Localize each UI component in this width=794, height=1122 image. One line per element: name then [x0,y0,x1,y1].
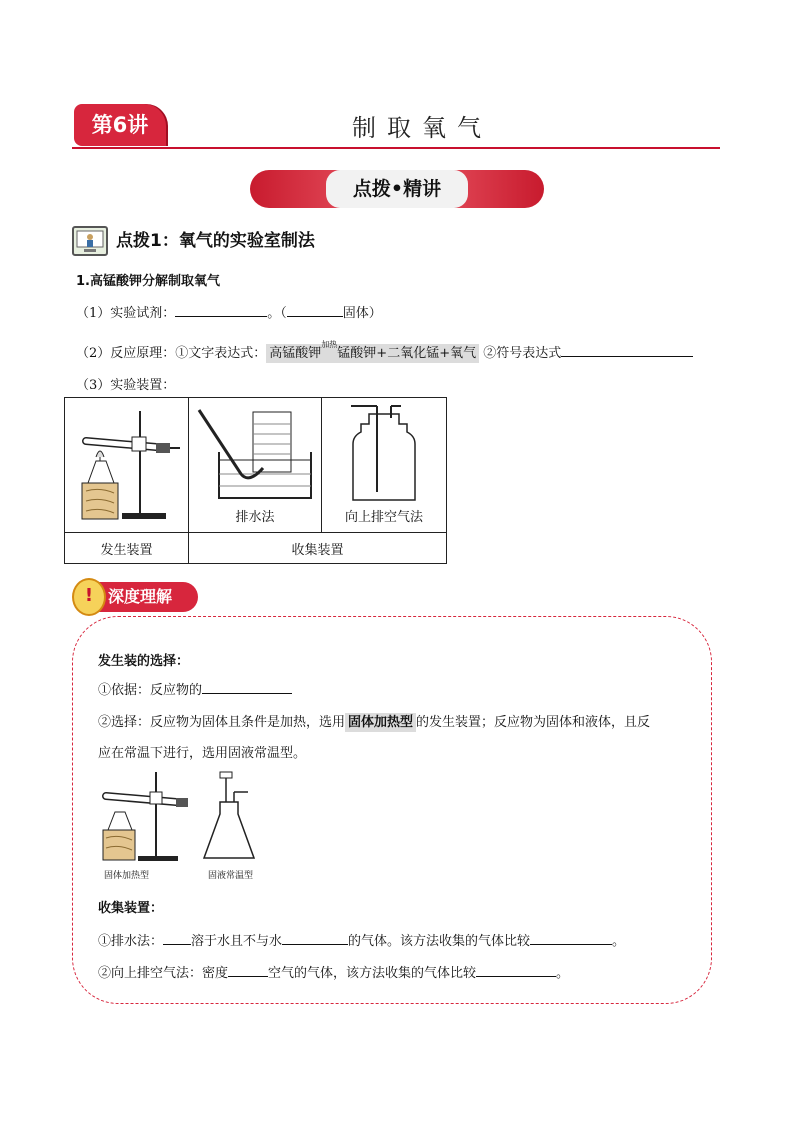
choice-a: ②选择：反应物为固体且条件是加热，选用 [98,715,346,730]
water-displacement-image [191,404,319,504]
symbol-label: ②符号表达式 [483,346,562,361]
gen-label: 发生装置 [65,533,189,564]
basis-blank [202,680,292,694]
drain-blank-1 [163,931,191,945]
banner-label: 点拨•精讲 [326,170,468,208]
reagent-mid: 。（ [267,306,287,321]
drain-label: 排水法 [235,510,275,525]
upward-cell [322,398,447,533]
choice-b: 的发生装置；反应物为固体和液体，且反 [416,715,651,730]
drain-line [98,930,625,949]
lightbulb-icon: ! [72,578,106,616]
basis-text: ①依据：反应物的 [98,683,203,698]
air-blank-1 [228,963,268,977]
drain-b: 溶于水且不与水 [191,934,283,949]
drain-blank-3 [530,931,612,945]
heating-apparatus-image [72,403,182,528]
apparatus-table [64,397,447,564]
section-title: 点拨1：氧气的实验室制法 [116,231,315,251]
principle-line [76,342,693,361]
equation-left: 高锰酸钾 [269,346,322,361]
equation-condition: 加热 [321,340,338,349]
word-equation [266,340,479,363]
air-line [98,962,569,981]
col-title: 收集装置： [98,901,164,916]
header-rule [72,147,720,149]
reagent-blank [175,303,267,317]
page-title: 制取氧气 [352,114,492,142]
reagent-suffix: 固体） [342,306,382,321]
item-heading: 1.高锰酸钾分解制取氧气 [76,274,220,289]
deep-tag-label: 深度理解 [88,582,198,612]
deep-understanding-tag [66,578,198,614]
upward-label: 向上排空气法 [344,510,423,525]
lecture-tag: 第6讲 [74,104,166,146]
symbol-blank [561,343,693,357]
choice-line-2: 应在常温下进行，选用固液常温型。 [98,746,307,761]
air-blank-2 [476,963,556,977]
gen-title: 发生装的选择： [98,654,190,669]
section-banner [250,170,544,208]
basis-line [98,679,292,698]
img-label-solid-heating: 固体加热型 [104,871,150,881]
teacher-board-icon [72,226,108,256]
deep-apparatus-figure [98,768,268,883]
drain-cell [189,398,322,533]
equation-right: 锰酸钾+二氧化锰+氧气 [337,346,477,361]
choice-line [98,711,650,730]
apparatus-label: （3）实验装置： [76,378,176,393]
col-label: 收集装置 [189,533,447,564]
upward-air-image [329,404,439,504]
air-a: ②向上排空气法：密度 [98,966,229,981]
drain-a: ①排水法： [98,934,164,949]
reagent-color-blank [287,303,343,317]
heating-apparatus-cell [65,398,189,533]
drain-c: 的气体。该方法收集的气体比较 [348,934,531,949]
drain-end: 。 [612,934,626,949]
air-b: 空气的气体，该方法收集的气体比较 [268,966,477,981]
drain-blank-2 [282,931,348,945]
reagent-prefix: （1）实验试剂： [76,306,176,321]
air-end: 。 [556,966,570,981]
deep-apparatus-image [98,768,268,868]
img-label-solid-liquid: 固液常温型 [208,871,254,881]
choice-highlight: 固体加热型 [345,713,416,732]
lecture-header [72,100,720,152]
reagent-line [76,302,382,321]
principle-prefix: （2）反应原理：①文字表达式： [76,346,267,361]
